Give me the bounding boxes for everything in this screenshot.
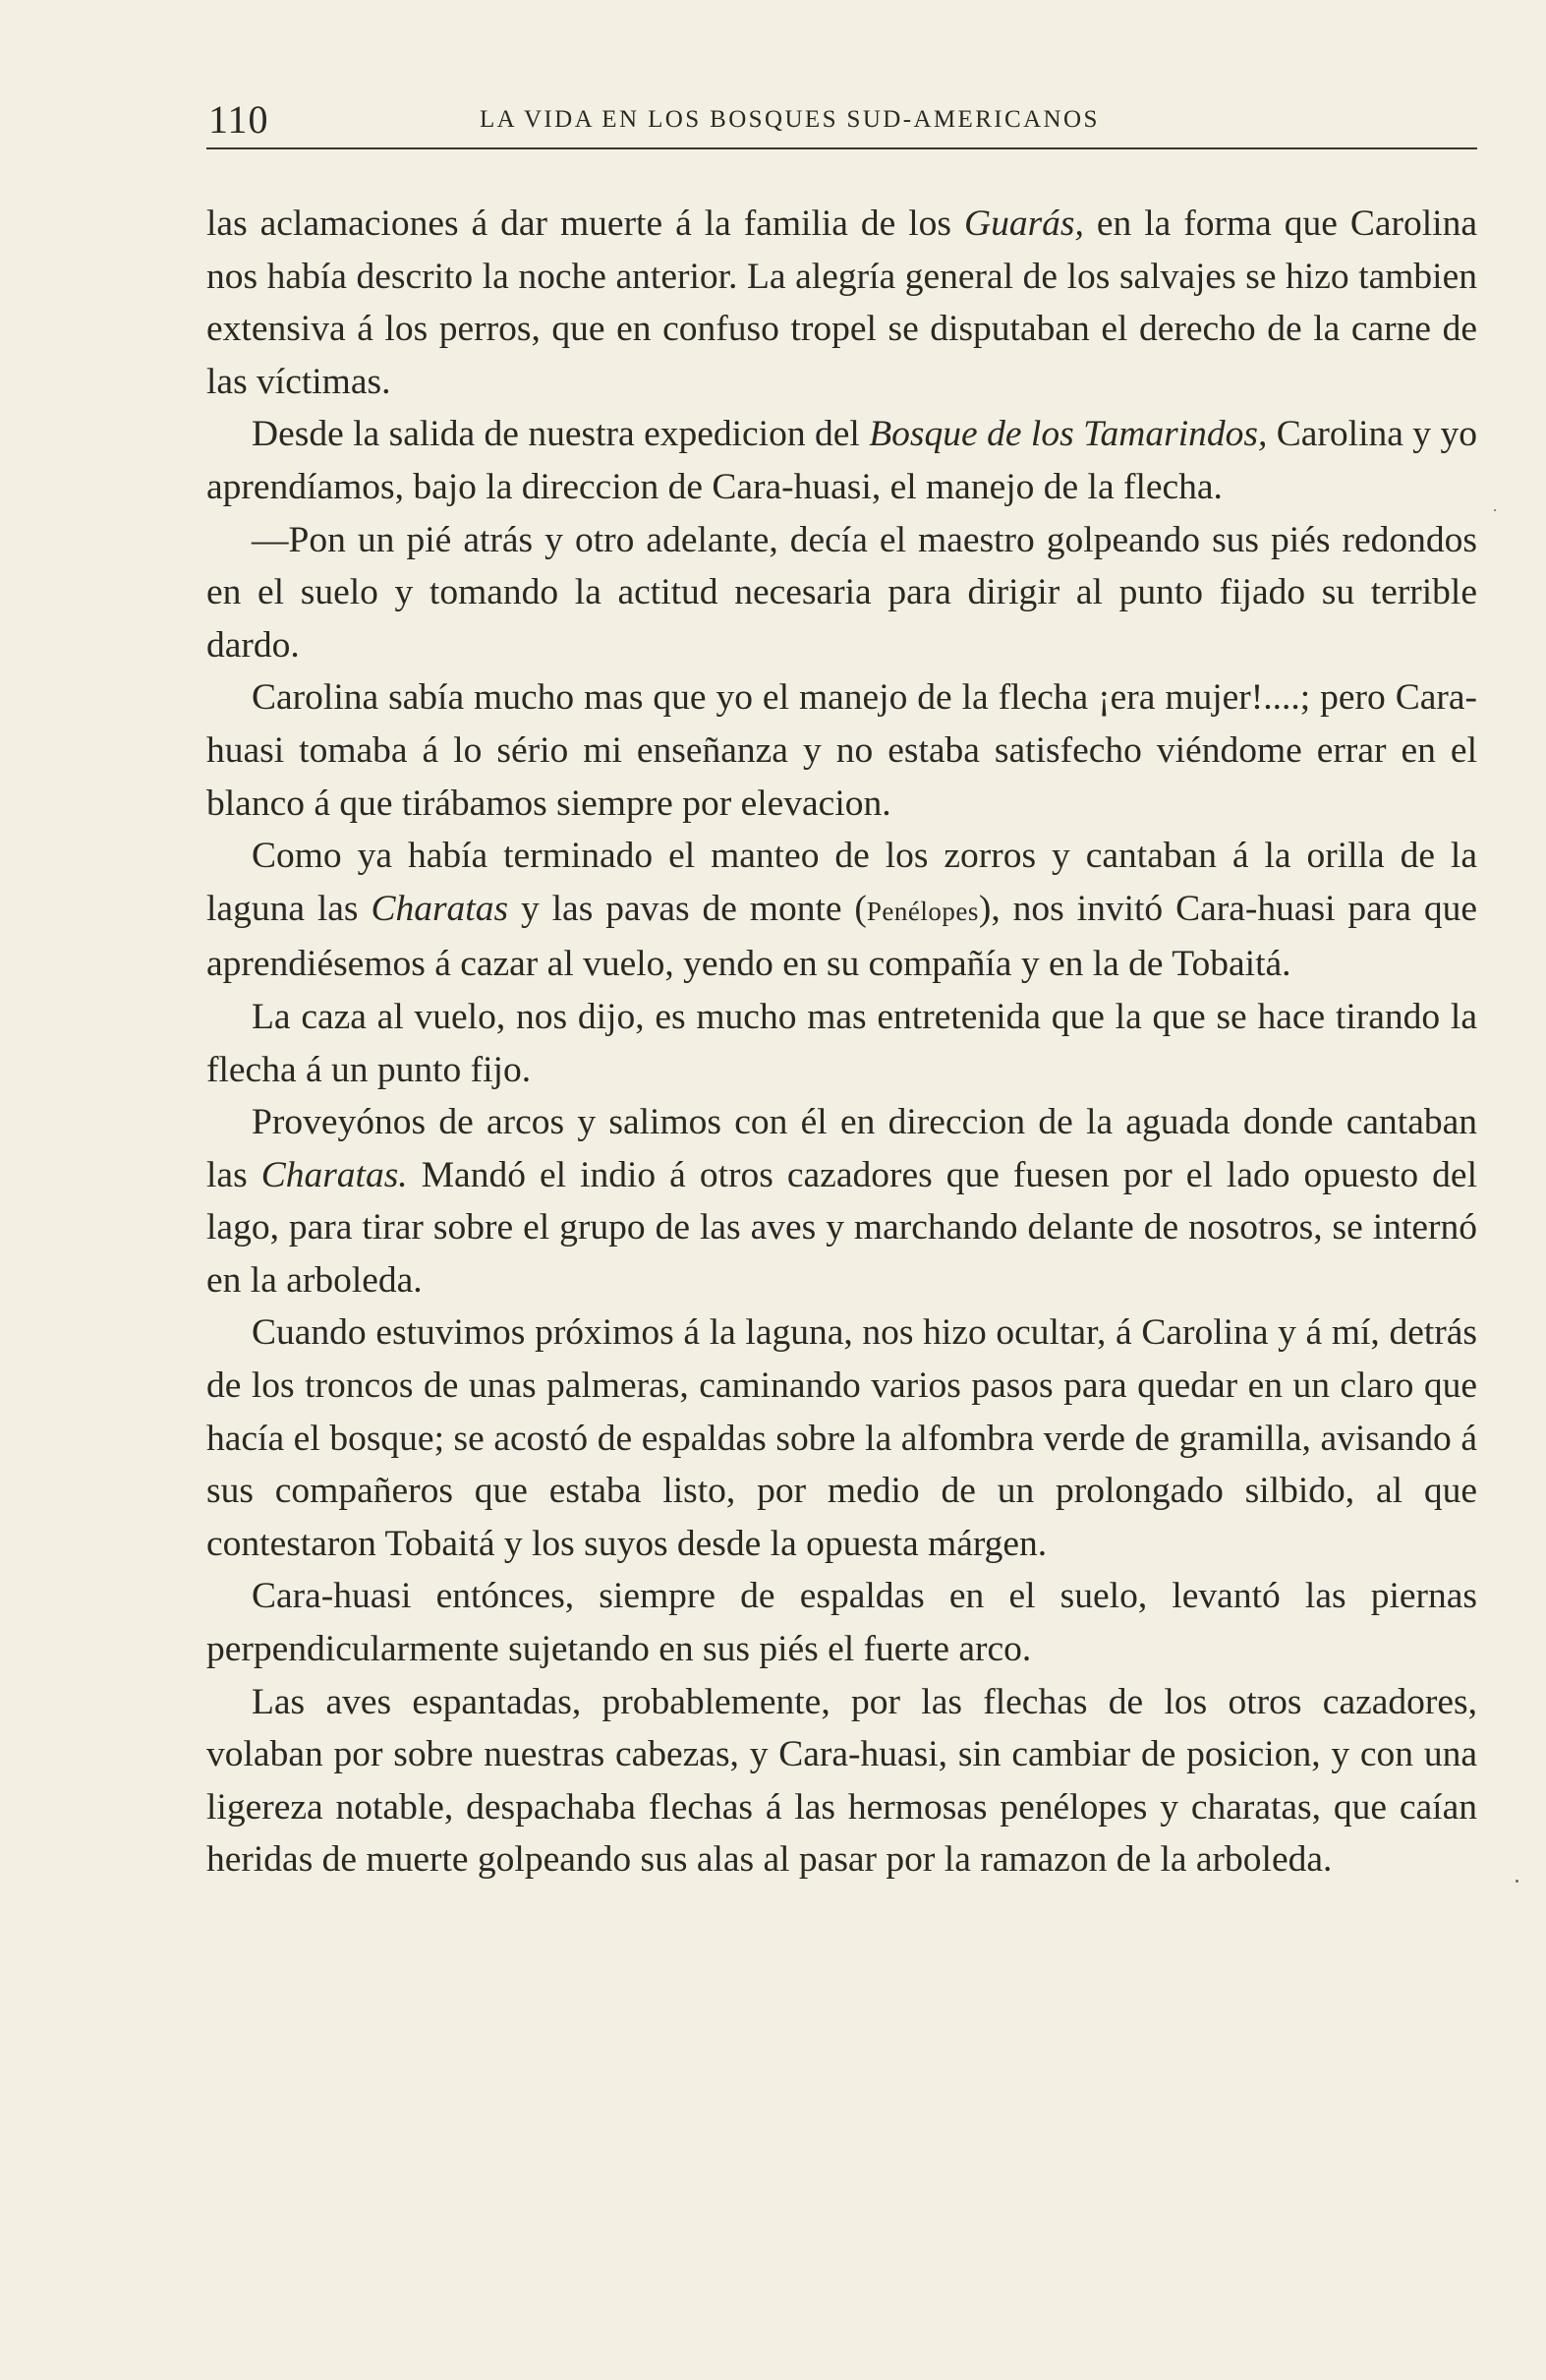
- p5-text-a: Como ya había terminado el manteo de los zorros y cantaban á la orilla de la laguna las: [206, 836, 1477, 929]
- p4-text: Carolina sabía mucho mas que yo el manejo de la flecha ¡era mujer!....; pero Cara-huasi tomaba á lo sério mi enseñanza y no estaba satisfecho viéndome errar en el blanco á que tirábamos siempre por elevacion.: [206, 677, 1477, 824]
- paragraph-8: [206, 1306, 1477, 1570]
- paragraph-2: [206, 408, 1477, 513]
- p1-text-c: en la forma que Carolina nos había descrito la noche anterior. La alegría general de los salvajes se hizo tambien extensiva á los perros, que en confuso tropel se disputaban el derecho de la carne de las víctimas.: [206, 203, 1477, 402]
- p5-italic: Charatas: [371, 888, 509, 929]
- paper-speck: [1516, 1880, 1518, 1883]
- p5-text-e: ), nos invitó Cara-huasi para que aprendiésemos á cazar al vuelo, yendo en su compañía y en la de Tobaitá.: [206, 888, 1477, 985]
- paragraph-3: [206, 514, 1477, 672]
- paragraph-1: [206, 198, 1477, 408]
- p3-text: —Pon un pié atrás y otro adelante, decía el maestro golpeando sus piés redondos en el suelo y tomando la actitud necesaria para dirigir al punto fijado su terrible dardo.: [206, 519, 1477, 666]
- p2-italic: Bosque de los Tamarindos,: [869, 414, 1268, 455]
- p2-text-a: Desde la salida de nuestra expedicion del: [252, 414, 870, 455]
- p5-small: Penélopes: [866, 896, 979, 926]
- paragraph-9: [206, 1570, 1477, 1675]
- p2-text-c: Carolina y yo aprendíamos, bajo la direccion de Cara-huasi, el manejo de la flecha.: [206, 414, 1477, 507]
- p7-text-c: Mandó el indio á otros cazadores que fuesen por el lado opuesto del lago, para tirar sobre el grupo de las aves y marchando delante de nosotros, se internó en la arboleda.: [206, 1154, 1477, 1301]
- running-head: LA VIDA EN LOS BOSQUES SUD-AMERICANOS: [480, 106, 1100, 133]
- paragraph-4: [206, 671, 1477, 830]
- p1-italic: Guarás,: [963, 203, 1084, 244]
- p1-text-a: las aclamaciones á dar muerte á la familia de los: [206, 203, 964, 244]
- paragraph-10: [206, 1676, 1477, 1887]
- body-text: [206, 198, 1477, 1887]
- p7-italic: Charatas.: [260, 1154, 408, 1195]
- p7-text-a: Proveyónos de arcos y salimos con él en direccion de la aguada donde cantaban las: [206, 1102, 1477, 1195]
- page-header: [206, 92, 1477, 149]
- p10-text: Las aves espantadas, probablemente, por las flechas de los otros cazadores, volaban por sobre nuestras cabezas, y Cara-huasi, sin cambiar de posicion, y con una ligereza notable, despachaba flechas á las hermosas penélopes y charatas, que caían heridas de muerte golpeando sus alas al pasar por la ramazon de la arboleda.: [206, 1681, 1477, 1881]
- paragraph-5: [206, 830, 1477, 991]
- p6-text: La caza al vuelo, nos dijo, es mucho mas entretenida que la que se hace tirando la flecha á un punto fijo.: [206, 996, 1477, 1090]
- paper-speck: [1494, 509, 1496, 511]
- p9-text: Cara-huasi entónces, siempre de espaldas en el suelo, levantó las piernas perpendicularmente sujetando en sus piés el fuerte arco.: [206, 1576, 1477, 1670]
- paragraph-6: [206, 991, 1477, 1096]
- paragraph-7: [206, 1096, 1477, 1306]
- page-number: 110: [208, 97, 269, 142]
- p8-text: Cuando estuvimos próximos á la laguna, nos hizo ocultar, á Carolina y á mí, detrás de los troncos de unas palmeras, caminando varios pasos para quedar en un claro que hacía el bosque; se acostó de espaldas sobre la alfombra verde de gramilla, avisando á sus compañeros que estaba listo, por medio de un prolongado silbido, al que contestaron Tobaitá y los suyos desde la opuesta márgen.: [206, 1312, 1477, 1564]
- p5-text-c: y las pavas de monte (: [508, 888, 867, 929]
